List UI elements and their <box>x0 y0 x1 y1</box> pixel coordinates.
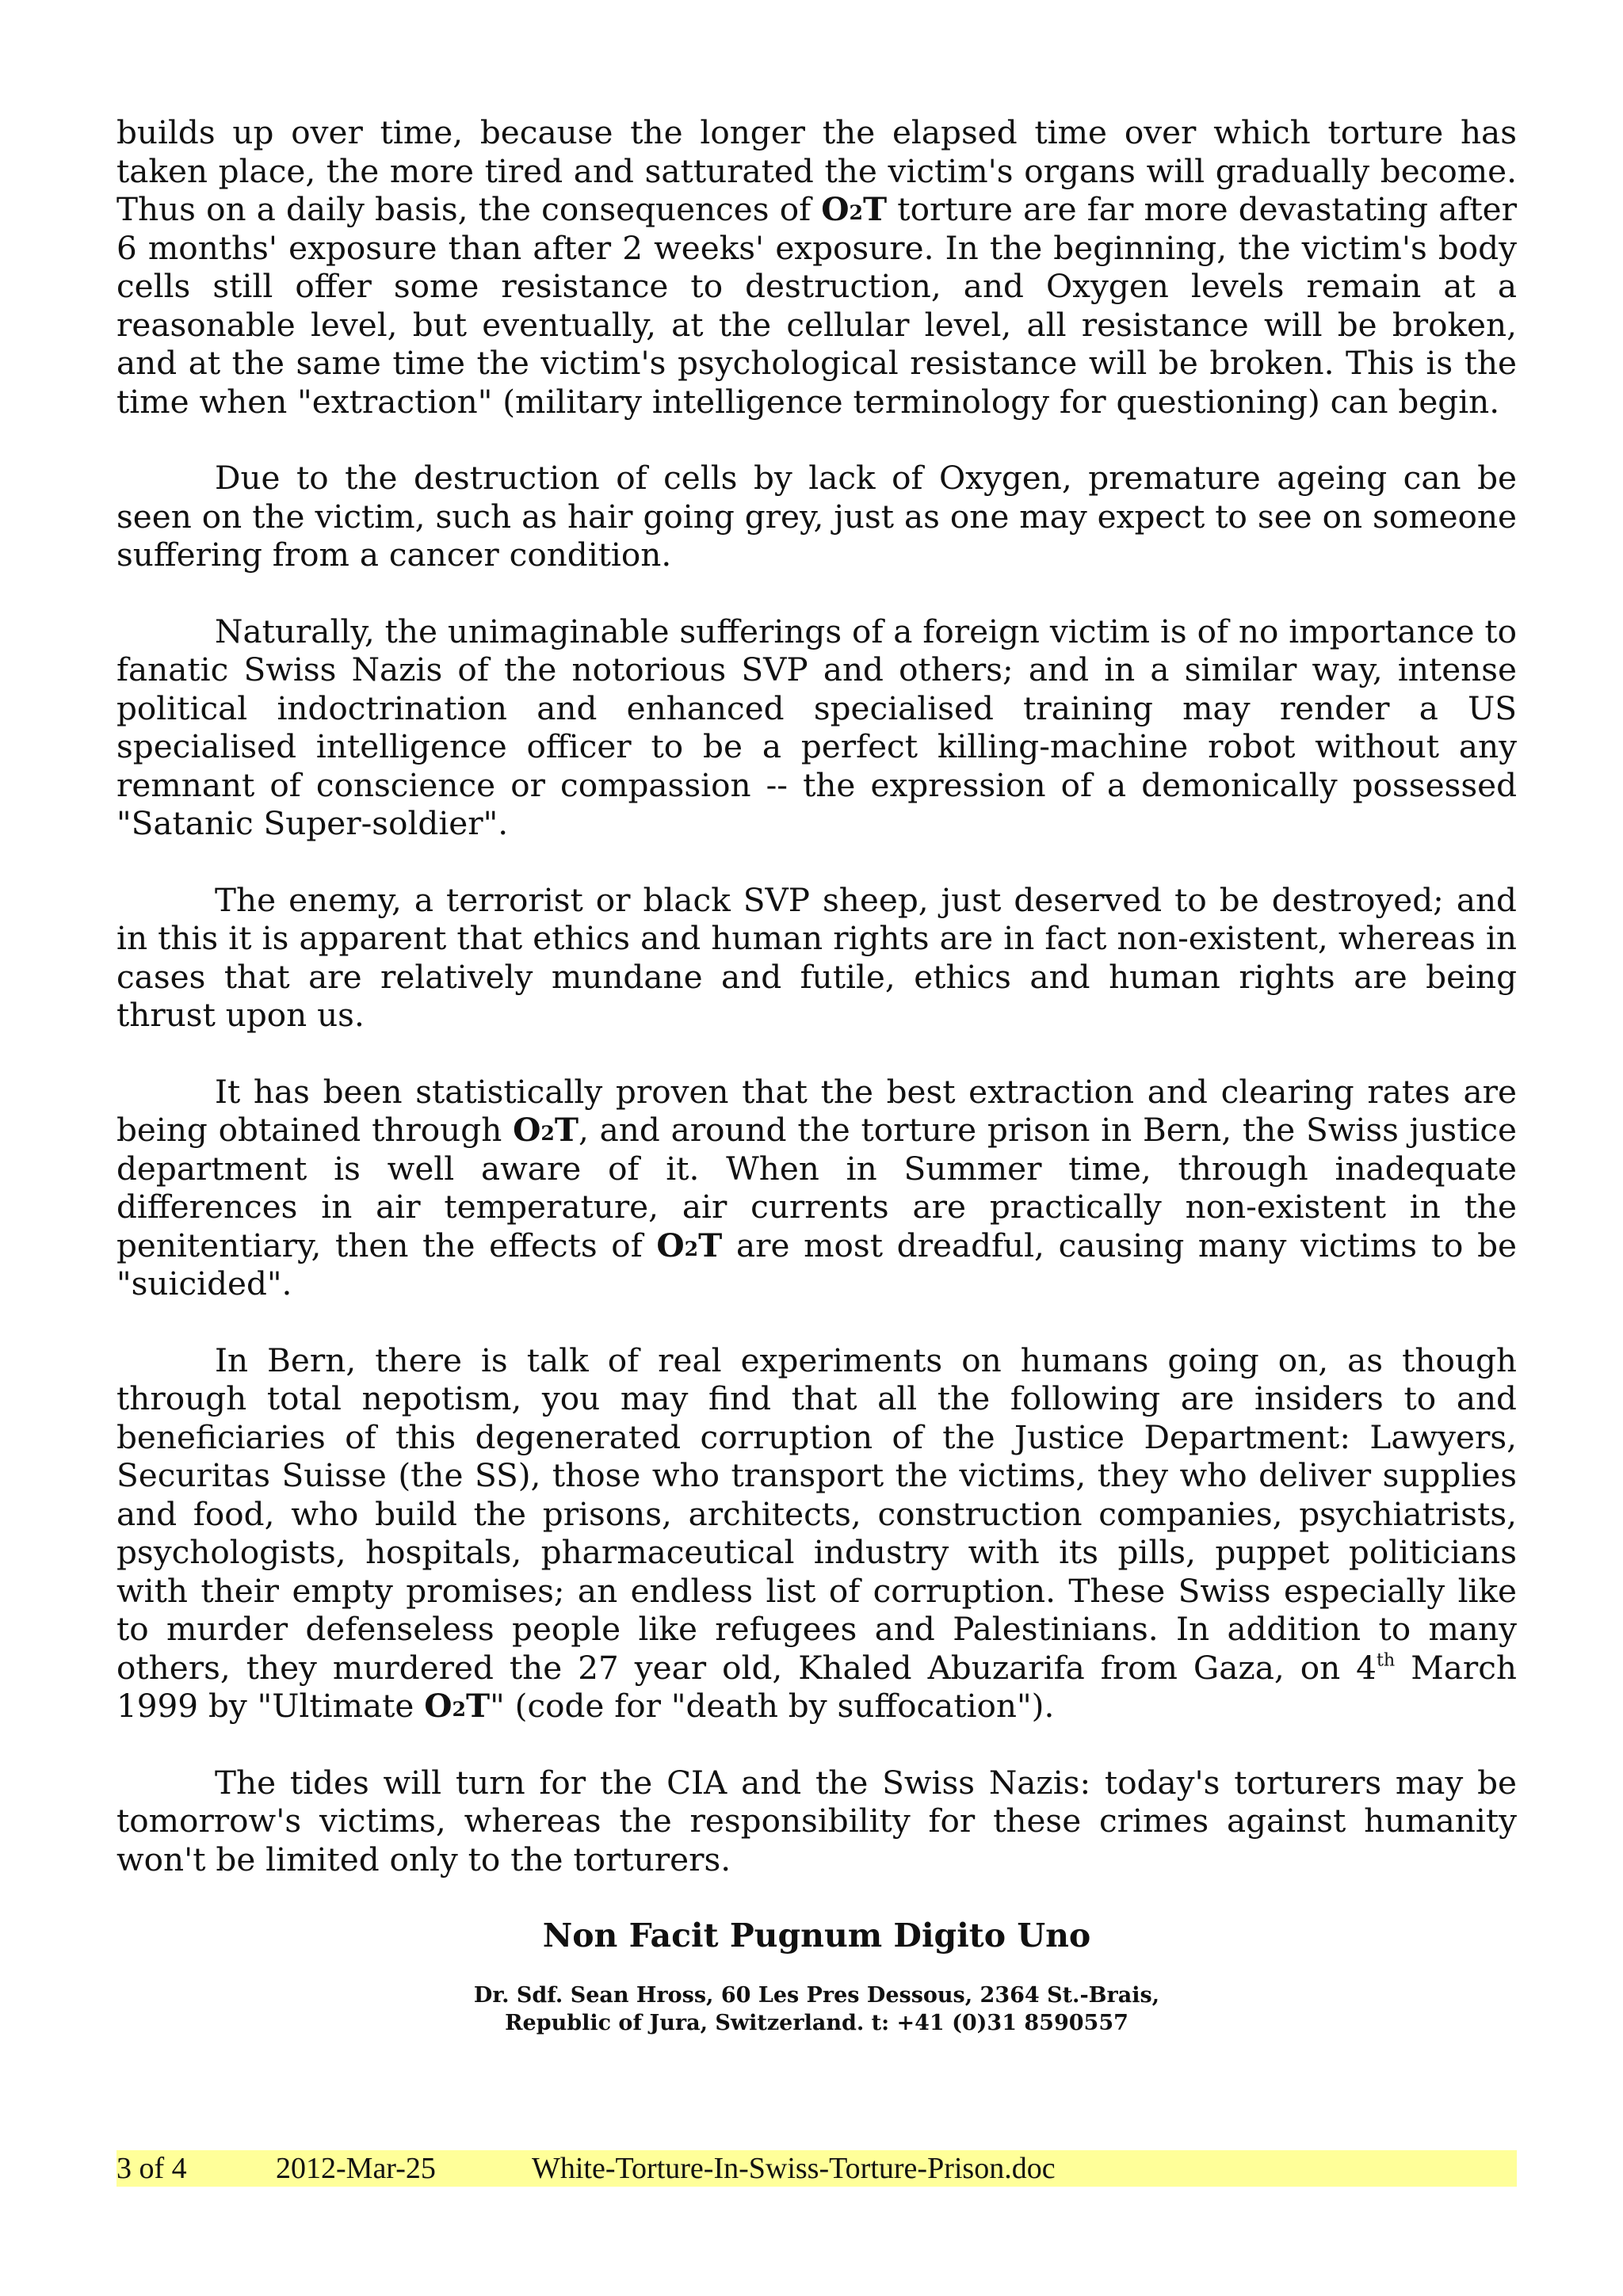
footer-page-number: 3 of 4 <box>116 2152 187 2185</box>
ordinal-suffix: th <box>1376 1649 1396 1670</box>
paragraph-3: Naturally, the unimaginable sufferings of a foreign victim is of no importance to fanatic Swiss Nazis of the notorious SVP and others; and in a similar way, intense political indoctrination and enhanced specialised training may render a US specialised intelligence officer to be a perfect killing-machine robot without any remnant of conscience or compassion -- the expression of a demonically possessed "Satanic Super-soldier". <box>116 612 1517 842</box>
document-body <box>116 113 1517 2037</box>
o2t-term: $O_2T$ <box>656 1226 723 1264</box>
text-run: torture are far more devastating after 6 months' exposure than after 2 weeks' exposure. In the beginning, the victim's body cells still offer some resistance to destruction, and Oxygen levels remain at a reasonable level, but eventually, at the cellular level, all resistance will be broken, and at the same time the victim's psychological resistance will be broken. This is the time when "extraction" (military intelligence terminology for questioning) can begin. <box>116 190 1517 421</box>
footer-date: 2012-Mar-25 <box>276 2152 436 2185</box>
footer-filename: White-Torture-In-Swiss-Torture-Prison.doc <box>532 2152 1056 2185</box>
o2t-term: $O_2T$ <box>821 190 888 228</box>
signature-line-1: Dr. Sdf. Sean Hross, 60 Les Pres Dessous, 2364 St.-Brais, <box>473 1983 1160 2008</box>
page-footer <box>116 2150 1517 2187</box>
signature-line-2: Republic of Jura, Switzerland. t: +41 (0)31 8590557 <box>505 2011 1128 2035</box>
paragraph-7: The tides will turn for the CIA and the Swiss Nazis: today's torturers may be tomorrow's victims, whereas the responsibility for these crimes against humanity won't be limited only to the torturers. <box>116 1763 1517 1878</box>
text-run: are most dreadful, causing many victims to be "suicided". <box>116 1226 1517 1302</box>
text-run: In Bern, there is talk of real experiments on humans going on, as though through total nepotism, you may find that all the following are insiders to and beneficiaries of this degenerated corruption of the Justice Department: Lawyers, Securitas Suisse (the SS), those who transport the victims, they who deliver supplies and food, who build the prisons, architects, construction companies, psychiatrists, psychologists, hospitals, pharmaceutical industry with its pills, puppet politicians with their empty promises; an endless list of corruption. These Swiss especially like to murder defenseless people like refugees and Palestinians. In addition to many others, they murdered the 27 year old, Khaled Abuzarifa from Gaza, on 4 <box>116 1341 1517 1687</box>
paragraph-4: The enemy, a terrorist or black SVP sheep, just deserved to be destroyed; and in this it is apparent that ethics and human rights are in fact non-existent, whereas in cases that are relatively mundane and futile, ethics and human rights are being thrust upon us. <box>116 880 1517 1034</box>
paragraph-6 <box>116 1341 1517 1726</box>
text-run: " (code for "death by suffocation"). <box>490 1687 1055 1725</box>
paragraph-2: Due to the destruction of cells by lack of Oxygen, premature ageing can be seen on the victim, such as hair going grey, just as one may expect to see on someone suffering from a cancer condition. <box>116 459 1517 574</box>
motto-heading: Non Facit Pugnum Digito Uno <box>542 1917 1091 1955</box>
paragraph-1 <box>116 113 1517 421</box>
text-run: March 1999 by "Ultimate <box>116 1648 1518 1725</box>
text-run: , and around the torture prison in Bern, the Swiss justice department is well aware of it. When in Summer time, through inadequate differences in air temperature, air currents are practically non-existent in the penitentiary, then the effects of <box>116 1111 1517 1264</box>
signature-block <box>116 1981 1517 2037</box>
text-run: builds up over time, because the longer the elapsed time over which torture has taken place, the more tired and satturated the victim's organs will gradually become. Thus on a daily basis, the consequences of <box>116 113 1517 228</box>
o2t-term: $O_2T$ <box>513 1111 579 1149</box>
o2t-term: $O_2T$ <box>424 1687 491 1725</box>
paragraph-5 <box>116 1073 1517 1303</box>
text-run: It has been statistically proven that the best extraction and clearing rates are being obtained through <box>116 1072 1517 1149</box>
